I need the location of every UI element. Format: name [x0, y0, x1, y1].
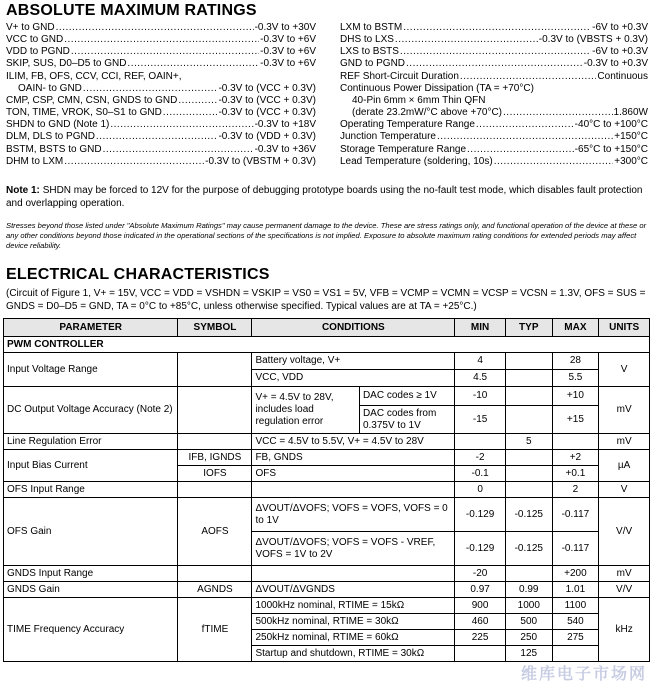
leader-dots: [486, 95, 647, 107]
value-min: 4.5: [455, 370, 506, 387]
rating-row: [340, 71, 648, 83]
rating-value: Continuous: [597, 70, 648, 82]
rating-label: DHM to LXM: [6, 155, 64, 167]
cond-250khz: 250kHz nominal, RTIME = 60kΩ: [252, 630, 455, 646]
cond-1000khz: 1000kHz nominal, RTIME = 15kΩ: [252, 598, 455, 614]
leader-dots: [56, 22, 254, 34]
value-typ: 5: [505, 434, 552, 450]
table-row: [4, 482, 650, 498]
leader-dots: [494, 156, 614, 168]
param-time-frequency: TIME Frequency Accuracy: [4, 598, 178, 662]
rating-row: [6, 119, 316, 131]
leader-dots: [96, 131, 218, 143]
rating-label: OAIN- to GND: [18, 82, 82, 94]
rating-row: [340, 46, 648, 58]
rating-value: +300°C: [614, 155, 648, 167]
cond-line-regulation: VCC = 4.5V to 5.5V, V+ = 4.5V to 28V: [252, 434, 455, 450]
value-min: -20: [455, 566, 506, 582]
rating-row: [6, 71, 316, 83]
table-header-row: [4, 319, 650, 337]
rating-label: Storage Temperature Range: [340, 143, 467, 155]
rating-row: [340, 119, 648, 131]
value-min: -0.129: [455, 498, 506, 532]
value-max: -0.117: [552, 498, 599, 532]
rating-value: -0.3V to +36V: [254, 143, 316, 155]
table-row: [4, 434, 650, 450]
rating-label: REF Short-Circuit Duration: [340, 70, 459, 82]
value-min: 225: [455, 630, 506, 646]
value-unit: V: [599, 353, 650, 387]
rating-row: [340, 83, 648, 95]
value-unit: kHz: [599, 598, 650, 662]
leader-dots: [127, 58, 259, 70]
value-unit: mV: [599, 434, 650, 450]
value-max: +15: [552, 406, 599, 434]
cond-battery-voltage: Battery voltage, V+: [252, 353, 455, 370]
rating-value: -0.3V to +6V: [260, 46, 316, 58]
ec-conditions: (Circuit of Figure 1, V+ = 15V, VCC = VDD = VSHDN = VSKIP = VS0 = VS1 = 5V, VFB = VCMP = VCMN = VCSP = VCSN = 1.3V, OFS = SUS = GNDS = D0–D5 = GND, TA = 0°C to +85°C, unless otherwise specified. Typical values are at TA = +25°C.): [6, 288, 646, 312]
rating-label: SHDN to GND (Note 1): [6, 119, 110, 131]
value-max: 5.5: [552, 370, 599, 387]
table-row: [4, 582, 650, 598]
note-label: Note 1:: [6, 185, 40, 196]
rating-value: +150°C: [614, 131, 648, 143]
rating-row: [6, 46, 316, 58]
value-unit: mV: [599, 387, 650, 434]
header-units: UNITS: [599, 319, 650, 337]
rating-label: Junction Temperature: [340, 131, 436, 143]
leader-dots: [406, 58, 583, 70]
value-typ: 1000: [505, 598, 552, 614]
leader-dots: [503, 107, 613, 119]
value-unit: V/V: [599, 582, 650, 598]
rating-label: DHS to LXS: [340, 34, 394, 46]
param-input-voltage-range: Input Voltage Range: [4, 353, 178, 387]
rating-label: DLM, DLS to PGND: [6, 131, 95, 143]
value-unit: V/V: [599, 498, 650, 566]
rating-row: [6, 34, 316, 46]
table-row: [4, 353, 650, 370]
rating-row: [340, 95, 648, 107]
value-max: +10: [552, 387, 599, 406]
rating-label: VCC to GND: [6, 34, 64, 46]
value-typ: [505, 353, 552, 370]
rating-row: [6, 144, 316, 156]
leader-dots: [178, 95, 217, 107]
leader-dots: [83, 83, 218, 95]
value-typ: 125: [505, 646, 552, 662]
rating-label: GND to PGND: [340, 58, 406, 70]
value-min: -0.1: [455, 466, 506, 482]
value-typ: [505, 406, 552, 434]
value-min: -2: [455, 450, 506, 466]
rating-row: [6, 22, 316, 34]
rating-row: [6, 83, 316, 95]
abs-max-title: ABSOLUTE MAXIMUM RATINGS: [6, 2, 257, 19]
cond-dc-output-common: V+ = 4.5V to 28V, includes load regulation error: [252, 387, 359, 434]
rating-label: SKIP, SUS, D0–D5 to GND: [6, 58, 127, 70]
rating-row: [340, 156, 648, 168]
rating-label: Lead Temperature (soldering, 10s): [340, 155, 493, 167]
symbol-agnds: AGNDS: [178, 582, 252, 598]
table-row: [4, 598, 650, 614]
rating-row: [6, 156, 316, 168]
rating-label: CMP, CSP, CMN, CSN, GNDS to GND: [6, 94, 178, 106]
rating-value: -0.3V to +6V: [260, 34, 316, 46]
ec-table: [3, 318, 650, 662]
ec-title: ELECTRICAL CHARACTERISTICS: [6, 266, 270, 283]
value-max: 540: [552, 614, 599, 630]
value-min: 900: [455, 598, 506, 614]
rating-row: [6, 107, 316, 119]
rating-row: [6, 131, 316, 143]
header-conditions: CONDITIONS: [252, 319, 455, 337]
rating-value: -0.3V to (VCC + 0.3V): [218, 94, 316, 106]
note-1: [6, 184, 648, 210]
table-row: [4, 498, 650, 532]
table-row: [4, 387, 650, 406]
rating-value: -6V to +0.3V: [592, 22, 648, 33]
value-min: -0.129: [455, 532, 506, 566]
leader-dots: [403, 22, 591, 34]
value-max: +0.1: [552, 466, 599, 482]
table-row: [4, 450, 650, 466]
rating-value: 1.860W: [613, 107, 648, 119]
header-parameter: PARAMETER: [4, 319, 178, 337]
rating-label: ILIM, FB, OFS, CCV, CCI, REF, OAIN+,: [6, 70, 182, 82]
rating-value: -65°C to +150°C: [574, 143, 648, 155]
abs-max-right-column: [340, 22, 648, 168]
stress-disclaimer: Stresses beyond those listed under "Absolute Maximum Ratings" may cause permanent damage to the device. These are stress ratings only, and functional operation of the device at these or any other conditions beyond those indicated in the operational sections of the specifications is not implied. Exposure to absolute maximum rating conditions for extended periods may affect device reliability.: [6, 221, 647, 250]
rating-value: -6V to +0.3V: [592, 46, 648, 58]
section-pwm-controller: PWM CONTROLLER: [4, 337, 650, 353]
rating-row: [6, 58, 316, 70]
cond-startup: Startup and shutdown, RTIME = 30kΩ: [252, 646, 455, 662]
rating-value: -0.3V to +0.3V: [583, 58, 648, 70]
param-ofs-gain: OFS Gain: [4, 498, 178, 566]
value-unit: V: [599, 482, 650, 498]
cond-dac-codes-1v: DAC codes ≥ 1V: [359, 387, 454, 406]
watermark: 维库电子市场网: [520, 666, 647, 683]
rating-label: 40-Pin 6mm × 6mm Thin QFN: [352, 94, 486, 106]
cond-ofs-gain-1: ΔVOUT/ΔVOFS; VOFS = VOFS, VOFS = 0 to 1V: [252, 498, 455, 532]
rating-row: [340, 131, 648, 143]
value-max: 28: [552, 353, 599, 370]
leader-dots: [460, 71, 596, 83]
cond-fb-gnds: FB, GNDS: [252, 450, 455, 466]
symbol-ifb-ignds: IFB, IGNDS: [178, 450, 252, 466]
param-dc-output-accuracy: DC Output Voltage Accuracy (Note 2): [4, 387, 178, 434]
rating-value: -0.3V to (VBSTM + 0.3V): [205, 155, 316, 167]
note-text: SHDN may be forced to 12V for the purpose of debugging prototype boards using the no-fault test mode, which disables fault protection and overlapping operation.: [6, 185, 643, 209]
value-typ: 250: [505, 630, 552, 646]
rating-label: TON, TIME, VROK, S0–S1 to GND: [6, 107, 162, 119]
leader-dots: [467, 144, 574, 156]
leader-dots: [103, 144, 254, 156]
rating-value: -0.3V to +6V: [260, 58, 316, 70]
rating-row: [340, 34, 648, 46]
rating-row: [6, 95, 316, 107]
value-unit: mV: [599, 566, 650, 582]
value-max: +200: [552, 566, 599, 582]
abs-max-left-column: [6, 22, 316, 168]
value-min: 0.97: [455, 582, 506, 598]
value-max: 275: [552, 630, 599, 646]
value-max: [552, 646, 599, 662]
rating-value: -0.3V to (VDD + 0.3V): [218, 131, 316, 143]
rating-label: LXM to BSTM: [340, 22, 403, 33]
table-row: [4, 566, 650, 582]
rating-value: -0.3V to (VBSTS + 0.3V): [538, 34, 648, 46]
rating-row: [340, 144, 648, 156]
rating-label: VDD to PGND: [6, 46, 70, 58]
rating-value: -0.3V to +30V: [254, 22, 316, 33]
cond-dac-codes-range: DAC codes from 0.375V to 1V: [359, 406, 454, 434]
value-min: -15: [455, 406, 506, 434]
rating-label: Operating Temperature Range: [340, 119, 475, 131]
value-typ: [505, 370, 552, 387]
leader-dots: [395, 34, 538, 46]
param-gnds-gain: GNDS Gain: [4, 582, 178, 598]
rating-row: [340, 22, 648, 34]
leader-dots: [476, 119, 574, 131]
leader-dots: [535, 83, 647, 95]
leader-dots: [183, 71, 316, 83]
rating-row: [340, 58, 648, 70]
value-max: +2: [552, 450, 599, 466]
value-min: [455, 646, 506, 662]
rating-value: -0.3V to +18V: [254, 119, 316, 131]
rating-value: -0.3V to (VCC + 0.3V): [218, 82, 316, 94]
value-typ: -0.125: [505, 498, 552, 532]
value-min: 460: [455, 614, 506, 630]
value-max: 1.01: [552, 582, 599, 598]
cond-vcc-vdd: VCC, VDD: [252, 370, 455, 387]
leader-dots: [64, 34, 259, 46]
rating-label: (derate 23.2mW/°C above +70°C): [352, 107, 503, 119]
rating-label: LXS to BSTS: [340, 46, 399, 58]
rating-row: [340, 107, 648, 119]
value-max: 2: [552, 482, 599, 498]
value-max: -0.117: [552, 532, 599, 566]
cond-gnds-gain: ΔVOUT/ΔVGNDS: [252, 582, 455, 598]
value-typ: 0.99: [505, 582, 552, 598]
header-symbol: SYMBOL: [178, 319, 252, 337]
cond-ofs-gain-2: ΔVOUT/ΔVOFS; VOFS = VOFS - VREF, VOFS = 1V to 2V: [252, 532, 455, 566]
param-gnds-input-range: GNDS Input Range: [4, 566, 178, 582]
value-typ: 500: [505, 614, 552, 630]
header-min: MIN: [455, 319, 506, 337]
cond-ofs: OFS: [252, 466, 455, 482]
header-max: MAX: [552, 319, 599, 337]
leader-dots: [437, 131, 613, 143]
value-unit: µA: [599, 450, 650, 482]
param-line-regulation: Line Regulation Error: [4, 434, 178, 450]
rating-value: -40°C to +100°C: [574, 119, 648, 131]
value-min: -10: [455, 387, 506, 406]
leader-dots: [400, 46, 591, 58]
rating-value: -0.3V to (VCC + 0.3V): [218, 107, 316, 119]
rating-label: BSTM, BSTS to GND: [6, 143, 102, 155]
value-typ: [505, 387, 552, 406]
value-max: 1100: [552, 598, 599, 614]
symbol-iofs: IOFS: [178, 466, 252, 482]
leader-dots: [71, 46, 259, 58]
cond-500khz: 500kHz nominal, RTIME = 30kΩ: [252, 614, 455, 630]
param-input-bias-current: Input Bias Current: [4, 450, 178, 482]
rating-label: V+ to GND: [6, 22, 55, 33]
symbol-ftime: fTIME: [178, 598, 252, 662]
leader-dots: [163, 107, 218, 119]
leader-dots: [110, 119, 253, 131]
header-typ: TYP: [505, 319, 552, 337]
rating-label: Continuous Power Dissipation (TA = +70°C): [340, 82, 534, 94]
value-typ: -0.125: [505, 532, 552, 566]
param-ofs-input-range: OFS Input Range: [4, 482, 178, 498]
value-min: 0: [455, 482, 506, 498]
symbol-aofs: AOFS: [178, 498, 252, 566]
value-min: 4: [455, 353, 506, 370]
leader-dots: [64, 156, 204, 168]
